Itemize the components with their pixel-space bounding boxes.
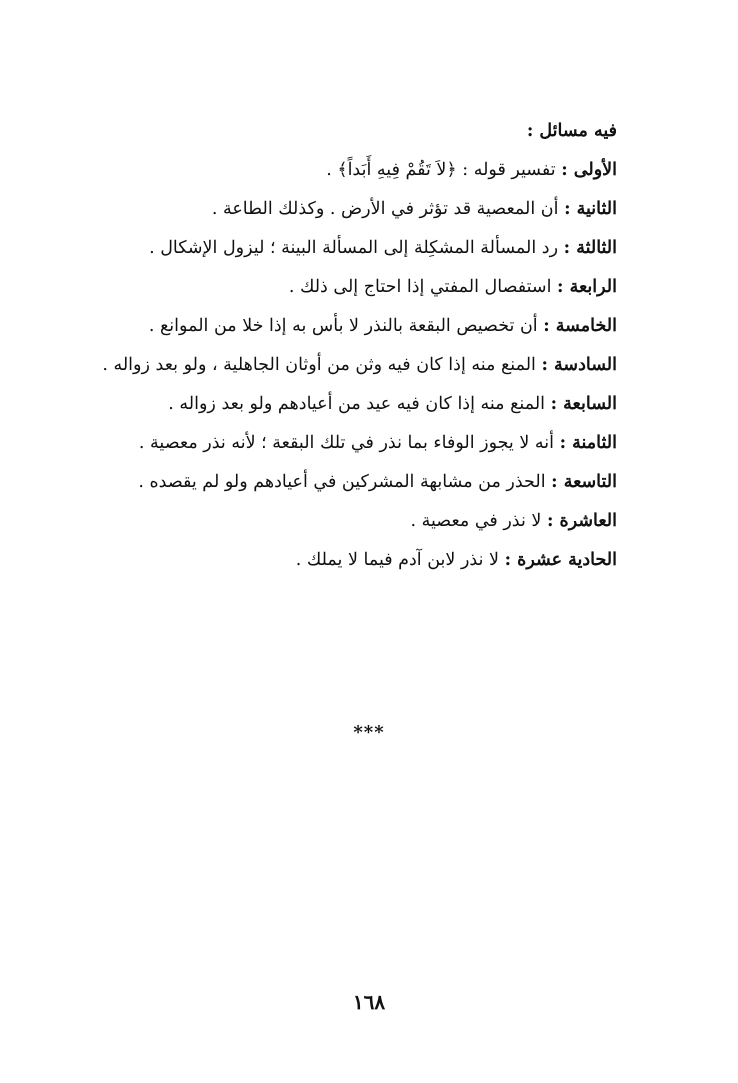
issue-line-2 bbox=[107, 190, 617, 229]
issue-line-3 bbox=[107, 229, 617, 268]
issue-label: العاشرة : bbox=[546, 511, 617, 531]
issue-line-11 bbox=[107, 541, 617, 580]
issue-text: أنه لا يجوز الوفاء بما نذر في تلك البقعة ؛ لأنه نذر معصية . bbox=[138, 433, 555, 453]
issue-label: الرابعة : bbox=[557, 277, 617, 297]
issue-label: الثانية : bbox=[564, 199, 617, 219]
issue-label: الثامنة : bbox=[559, 433, 617, 453]
issues-heading: فيه مسائل : bbox=[526, 121, 617, 141]
issue-label: الأولى : bbox=[561, 160, 617, 180]
issue-text: أن تخصيص البقعة بالنذر لا بأس به إذا خلا من الموانع . bbox=[148, 316, 538, 336]
issue-line-1 bbox=[107, 151, 617, 190]
issue-line-5 bbox=[107, 307, 617, 346]
issue-label: السادسة : bbox=[541, 355, 617, 375]
issue-text: لا نذر لابن آدم فيما لا يملك . bbox=[295, 550, 500, 570]
issue-line-9 bbox=[107, 463, 617, 502]
issue-label: الثالثة : bbox=[563, 238, 617, 258]
issue-text: رد المسألة المشكِلة إلى المسألة البينة ؛ ليزول الإشكال . bbox=[149, 238, 559, 258]
section-separator: *** bbox=[353, 722, 385, 743]
issue-text: المنع منه إذا كان فيه عيد من أعيادهم ولو بعد زواله . bbox=[168, 394, 546, 414]
issue-line-7 bbox=[107, 385, 617, 424]
issue-text: الحذر من مشابهة المشركين في أعيادهم ولو لم يقصده . bbox=[138, 472, 546, 492]
issue-label: الحادية عشرة : bbox=[504, 550, 617, 570]
issue-line-10 bbox=[107, 502, 617, 541]
issue-line-4 bbox=[107, 268, 617, 307]
page-number: ١٦٨ bbox=[352, 990, 386, 1014]
issue-text: استفصال المفتي إذا احتاج إلى ذلك . bbox=[288, 277, 552, 297]
issue-text: أن المعصية قد تؤثر في الأرض . وكذلك الطاعة . bbox=[211, 199, 559, 219]
issues-text-block bbox=[102, 112, 617, 580]
issue-line-8 bbox=[107, 424, 617, 463]
issue-label: الخامسة : bbox=[543, 316, 617, 336]
issue-text: المنع منه إذا كان فيه وثن من أوثان الجاهلية ، ولو بعد زواله . bbox=[102, 355, 536, 375]
issue-label: التاسعة : bbox=[551, 472, 617, 492]
issue-text: تفسير قوله : ﴿لاَ تَقُمْ فِيهِ أَبَداً﴾ . bbox=[326, 160, 556, 180]
issue-line-6 bbox=[102, 346, 617, 385]
issue-label: السابعة : bbox=[550, 394, 617, 414]
issue-text: لا نذر في معصية . bbox=[410, 511, 542, 531]
